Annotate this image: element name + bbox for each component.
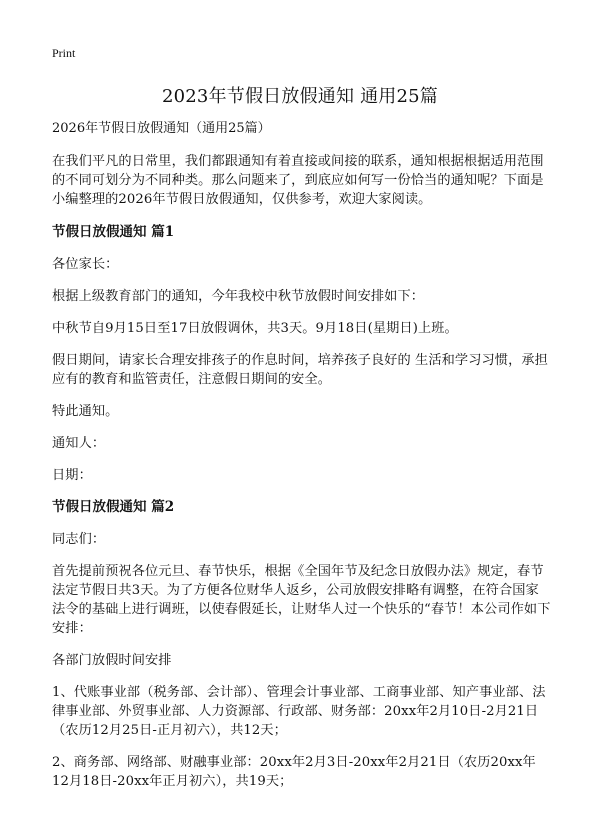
paragraph: 特此通知。 (52, 404, 119, 419)
paragraph: 假日期间，请家长合理安排孩子的作息时间，培养孩子良好的 生活和学习习惯，承担应有的教育和监管责任，注意假日期间的安全。 (52, 353, 548, 387)
print-label: Print (52, 46, 76, 60)
document-body (52, 120, 552, 804)
salutation: 各位家长： (52, 257, 119, 272)
document-subtitle: 2026年节假日放假通知（通用25篇） (52, 121, 271, 136)
intro-paragraph: 在我们平凡的日常里，我们都跟通知有着直接或间接的联系，通知根据根据适用范围的不同可划分为不同种类。那么问题来了，到底应如何写一份恰当的通知呢？下面是小编整理的2026年节假日放假通知，仅供参考，欢迎大家阅读。 (52, 154, 544, 207)
section-heading: 节假日放假通知 篇1 (52, 224, 175, 240)
date-line: 日期： (52, 468, 92, 483)
salutation: 同志们： (52, 532, 106, 547)
paragraph: 各部门放假时间安排 (52, 653, 172, 668)
document-title: 2023年节假日放假通知 通用25篇 (161, 86, 439, 107)
paragraph: 中秋节自9月15日至17日放假调休，共3天。9月18日(星期日)上班。 (52, 321, 458, 336)
section-heading: 节假日放假通知 篇2 (52, 499, 175, 515)
paragraph: 1、代账事业部（税务部、会计部）、管理会计事业部、工商事业部、知产事业部、法律事业部、外贸事业部、人力资源部、行政部、财务部：20xx年2月10日-2月21日（农历12月25日-正月初六），共12天； (52, 685, 546, 738)
paragraph: 首先提前预祝各位元旦、春节快乐，根据《全国年节及纪念日放假办法》规定，春节法定节假日共3天。为了方便各位财华人返乡，公司放假安排略有调整，在符合国家法令的基础上进行调班，以使春假延长，让财华人过一个快乐的“春节！本公司作如下安排： (52, 564, 551, 636)
paragraph: 根据上级教育部门的通知，今年我校中秋节放假时间安排如下： (52, 289, 425, 304)
paragraph: 2、商务部、网络部、财融事业部：20xx年2月3日-20xx年2月21日（农历20xx年12月18日-20xx年正月初六），共19天； (52, 755, 536, 789)
notifier-line: 通知人： (52, 436, 106, 451)
